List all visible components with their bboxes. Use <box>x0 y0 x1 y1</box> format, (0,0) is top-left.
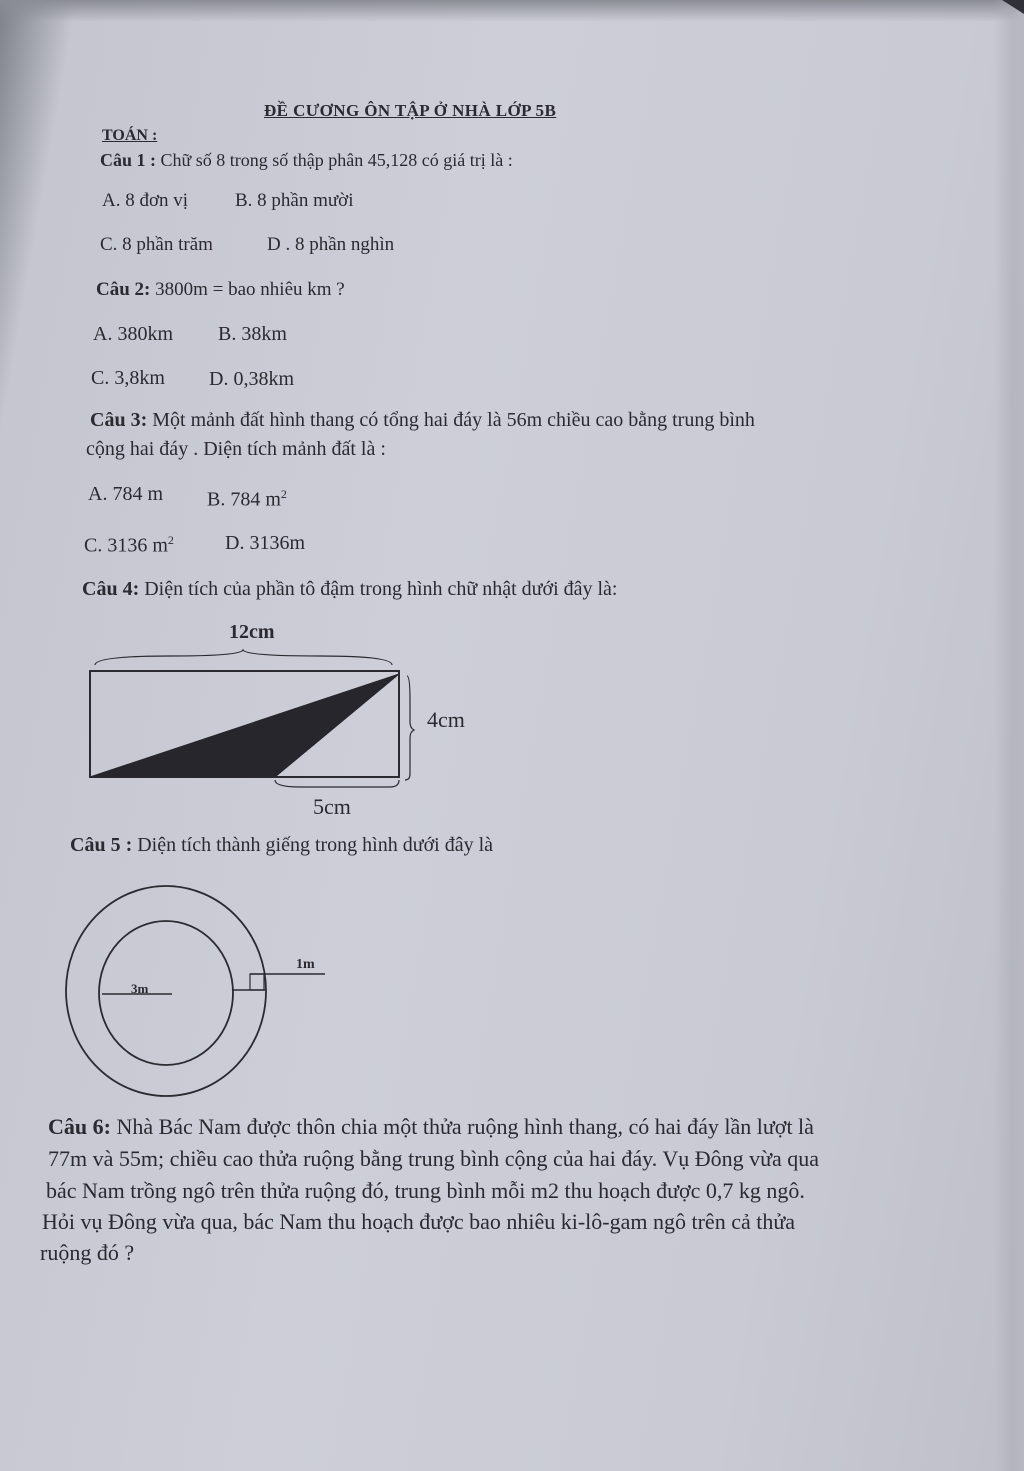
inner-circle <box>99 921 233 1065</box>
label-12cm: 12cm <box>229 621 275 643</box>
question-5-text: Diện tích thành giếng trong hình dưới đây là <box>137 834 494 856</box>
top-brace <box>95 650 392 665</box>
question-4-text: Diện tích của phần tô đậm trong hình chữ nhật dưới đây là: <box>144 578 618 600</box>
question-3-label: Câu 3: <box>90 409 148 431</box>
question-6-line-1 <box>48 1114 814 1140</box>
q2-option-c: C. 3,8km <box>91 367 165 389</box>
right-angle-mark <box>250 974 264 990</box>
question-3-text-2: cộng hai đáy . Diện tích mảnh đất là : <box>86 438 386 460</box>
question-2-label: Câu 2: <box>96 279 151 300</box>
q1-option-a: A. 8 đơn vị <box>102 190 189 211</box>
question-6-label: Câu 6: <box>48 1114 111 1139</box>
question-5 <box>70 833 493 857</box>
q3-option-c-text: C. 3136 m <box>84 534 168 557</box>
question-6-text-1: Nhà Bác Nam được thôn chia một thửa ruộng hình thang, có hai đáy lần lượt là <box>116 1114 814 1139</box>
q2-option-d: D. 0,38km <box>209 368 294 390</box>
subject-heading: TOÁN : <box>102 127 158 144</box>
question-1-label: Câu 1 : <box>100 150 157 170</box>
question-6-line-4: Hỏi vụ Đông vừa qua, bác Nam thu hoạch được bao nhiêu ki-lô-gam ngô trên cả thửa <box>42 1209 796 1234</box>
q3-option-a: A. 784 m <box>88 483 163 505</box>
rectangle-figure <box>90 650 414 787</box>
shaded-triangle <box>90 674 399 777</box>
q3-option-b-exponent: 2 <box>280 487 287 501</box>
label-1m: 1m <box>296 957 315 972</box>
q1-option-c: C. 8 phần trăm <box>100 234 213 255</box>
question-4-label: Câu 4: <box>82 578 140 600</box>
well-figure <box>66 886 325 1096</box>
q2-option-b: B. 38km <box>218 323 287 345</box>
q3-option-c-exponent: 2 <box>167 533 174 547</box>
bottom-brace <box>275 780 399 787</box>
q3-option-d: D. 3136m <box>225 532 305 554</box>
label-4cm: 4cm <box>427 707 465 732</box>
question-3-text-1: Một mảnh đất hình thang có tổng hai đáy là 56m chiều cao bằng trung bình <box>152 409 755 431</box>
q1-option-d: D . 8 phần nghìn <box>267 234 395 255</box>
q3-option-b-text: B. 784 m <box>207 488 281 511</box>
question-1-text: Chữ số 8 trong số thập phân 45,128 có giá trị là : <box>160 150 513 170</box>
q1-option-b: B. 8 phần mười <box>235 190 354 211</box>
q2-option-a: A. 380km <box>93 323 173 345</box>
question-6-line-5: ruộng đó ? <box>40 1240 135 1265</box>
document-title: ĐỀ CƯƠNG ÔN TẬP Ở NHÀ LỚP 5B <box>264 101 557 120</box>
question-5-label: Câu 5 : <box>70 834 133 856</box>
label-5cm: 5cm <box>313 794 351 819</box>
label-3m: 3m <box>131 981 149 996</box>
side-brace <box>405 676 414 780</box>
question-6-line-2: 77m và 55m; chiều cao thửa ruộng bằng trung bình cộng của hai đáy. Vụ Đông vừa qua <box>48 1146 820 1171</box>
question-6-line-3: bác Nam trồng ngô trên thửa ruộng đó, trung bình mỗi m2 thu hoạch được 0,7 kg ngô. <box>46 1178 805 1203</box>
question-2-text: 3800m = bao nhiêu km ? <box>155 279 345 300</box>
